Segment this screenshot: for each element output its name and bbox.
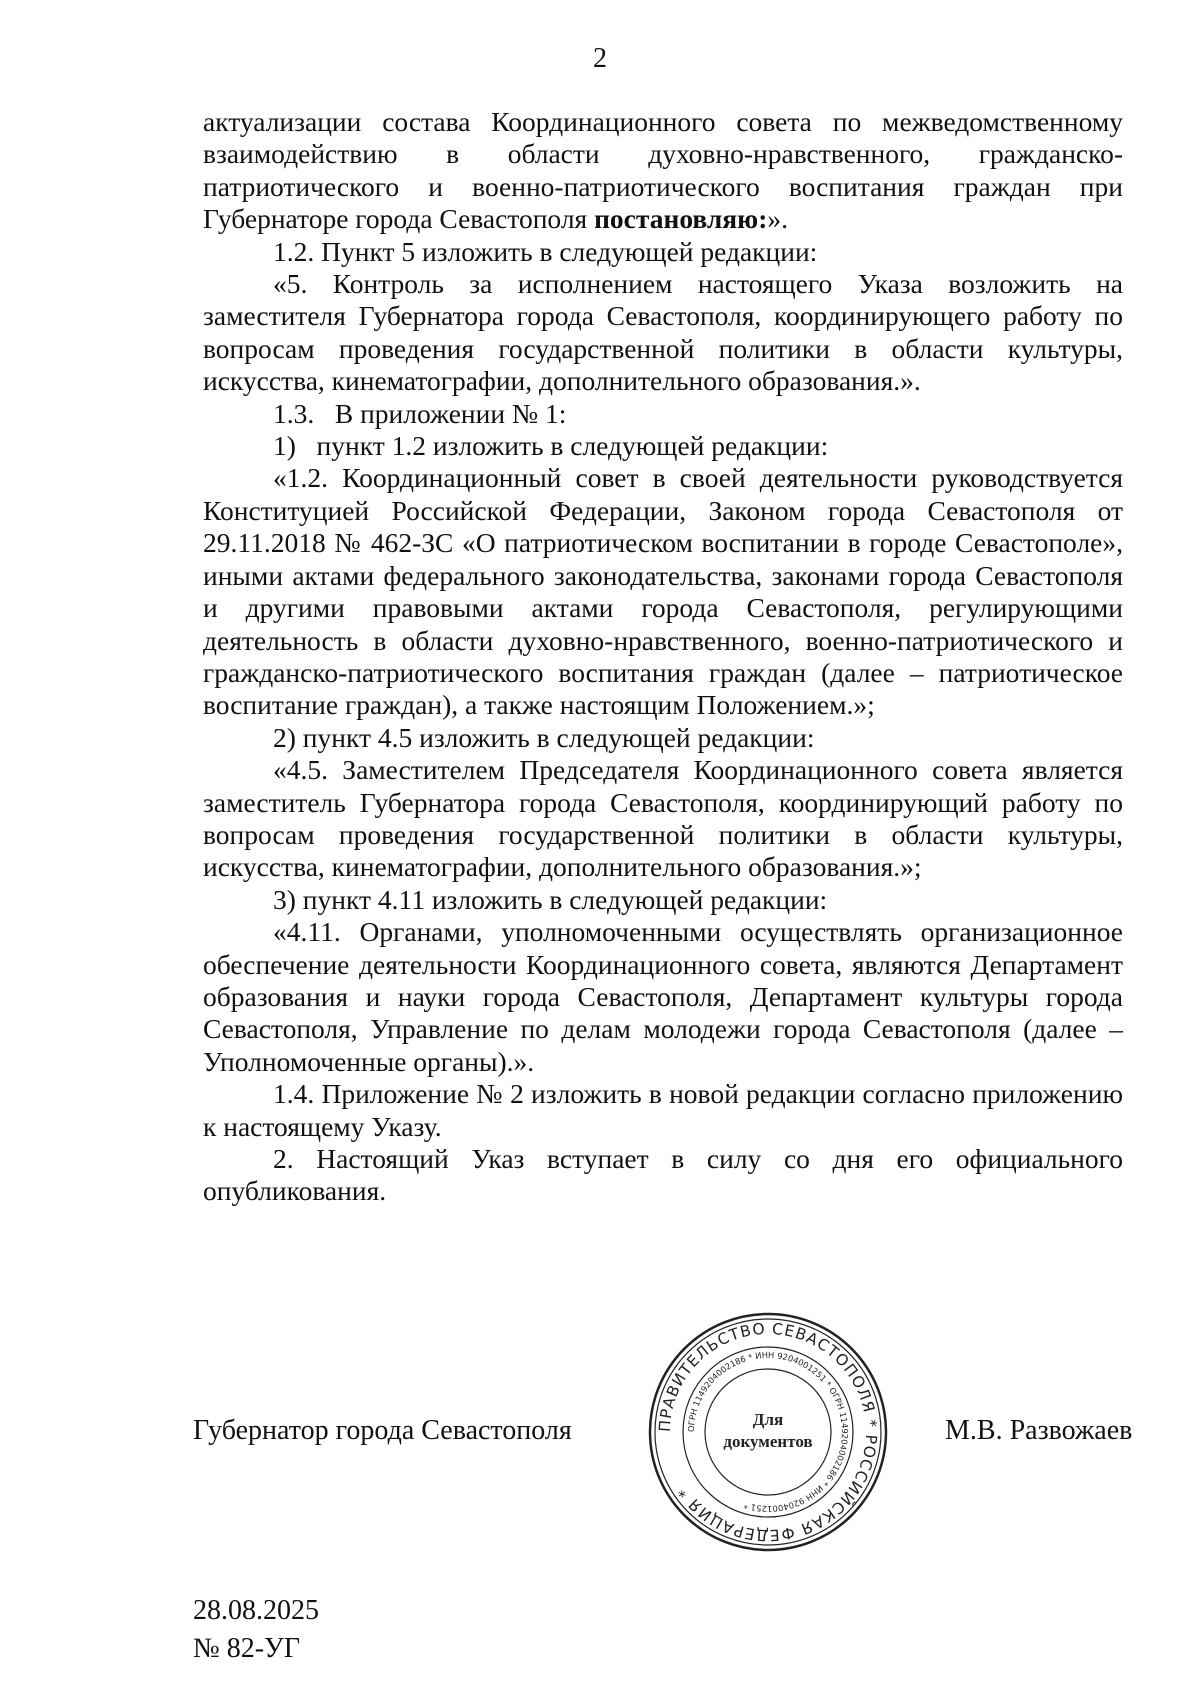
paragraph-1-4: 1.4. Приложение № 2 изложить в новой редакции согласно приложению к настоящему Указу.: [203, 1078, 1123, 1142]
paragraph-1-2: 1.2. Пункт 5 изложить в следующей редакции:: [273, 235, 818, 267]
seal-center-line2: документов: [723, 1432, 813, 1451]
seal-outer-text: ПРАВИТЕЛЬСТВО СЕВАСТОПОЛЯ * РОССИЙСКАЯ ФЕДЕРАЦИЯ *: [655, 1319, 881, 1545]
page-number: 2: [593, 43, 607, 74]
paragraph-1-3: 1.3. В приложении № 1:: [273, 397, 567, 429]
paragraph-item-4-5: «4.5. Заместителем Председателя Координационного совета является заместитель Губернатора города Севастополя, координирующий работу по вопросам проведения государственной политики в области культуры, искусства, кинематографии, дополнительного образования.»;: [203, 754, 1123, 883]
signatory-name: М.В. Развожаев: [945, 1415, 1133, 1446]
paragraph-sub-2: 2) пункт 4.5 изложить в следующей редакции:: [273, 721, 815, 753]
bold-decree-word: постановляю:: [594, 203, 768, 235]
paragraph-2: 2. Настоящий Указ вступает в силу со дня его официального опубликования.: [203, 1143, 1123, 1207]
document-date: 28.08.2025: [193, 1595, 319, 1626]
paragraph-preamble: актуализации состава Координационного совета по межведомственному взаимодействию в области духовно-нравственного, гражданско-патриотического и военно-патриотического воспитания граждан при Губернаторе города Севастополя постановляю:».: [203, 106, 1123, 235]
document-footer: [193, 1592, 319, 1668]
official-seal: [646, 1310, 890, 1554]
document-number: № 82-УГ: [193, 1633, 301, 1664]
paragraph-sub-3: 3) пункт 4.11 изложить в следующей редакции:: [273, 883, 828, 915]
paragraph-item-1-2: «1.2. Координационный совет в своей деятельности руководствуется Конституцией Российской Федерации, Законом города Севастополя от 29.11.2018 № 462-ЗС «О патриотическом воспитании в городе Севастополе», иными актами федерального законодательства, законами города Севастополя и другими правовыми актами города Севастополя, регулирующими деятельность в области духовно-нравственного, военно-патриотического и гражданско-патриотического воспитания граждан (далее – патриотическое воспитание граждан), а также настоящим Положением.»;: [203, 462, 1123, 721]
signatory-title: Губернатор города Севастополя: [193, 1415, 572, 1446]
paragraph-sub-1: 1) пункт 1.2 изложить в следующей редакции:: [273, 430, 829, 462]
paragraph-item-5: «5. Контроль за исполнением настоящего Указа возложить на заместителя Губернатора города Севастополя, координирующего работу по вопросам проведения государственной политики в области культуры, искусства, кинематографии, дополнительного образования.».: [203, 268, 1123, 397]
document-body: [203, 106, 1123, 1208]
paragraph-item-4-11: «4.11. Органами, уполномоченными осуществлять организационное обеспечение деятельности Координационного совета, являются Департамент образования и науки города Севастополя, Департамент культуры города Севастополя, Управление по делам молодежи города Севастополя (далее – Уполномоченные органы).».: [203, 916, 1123, 1077]
seal-center-line1: Для: [752, 1410, 784, 1429]
seal-inner-text: ОГРН 1149204002186 * ИНН 9204001251 * ОГРН 1149204002186 * ИНН 9204001251 *: [685, 1349, 851, 1515]
